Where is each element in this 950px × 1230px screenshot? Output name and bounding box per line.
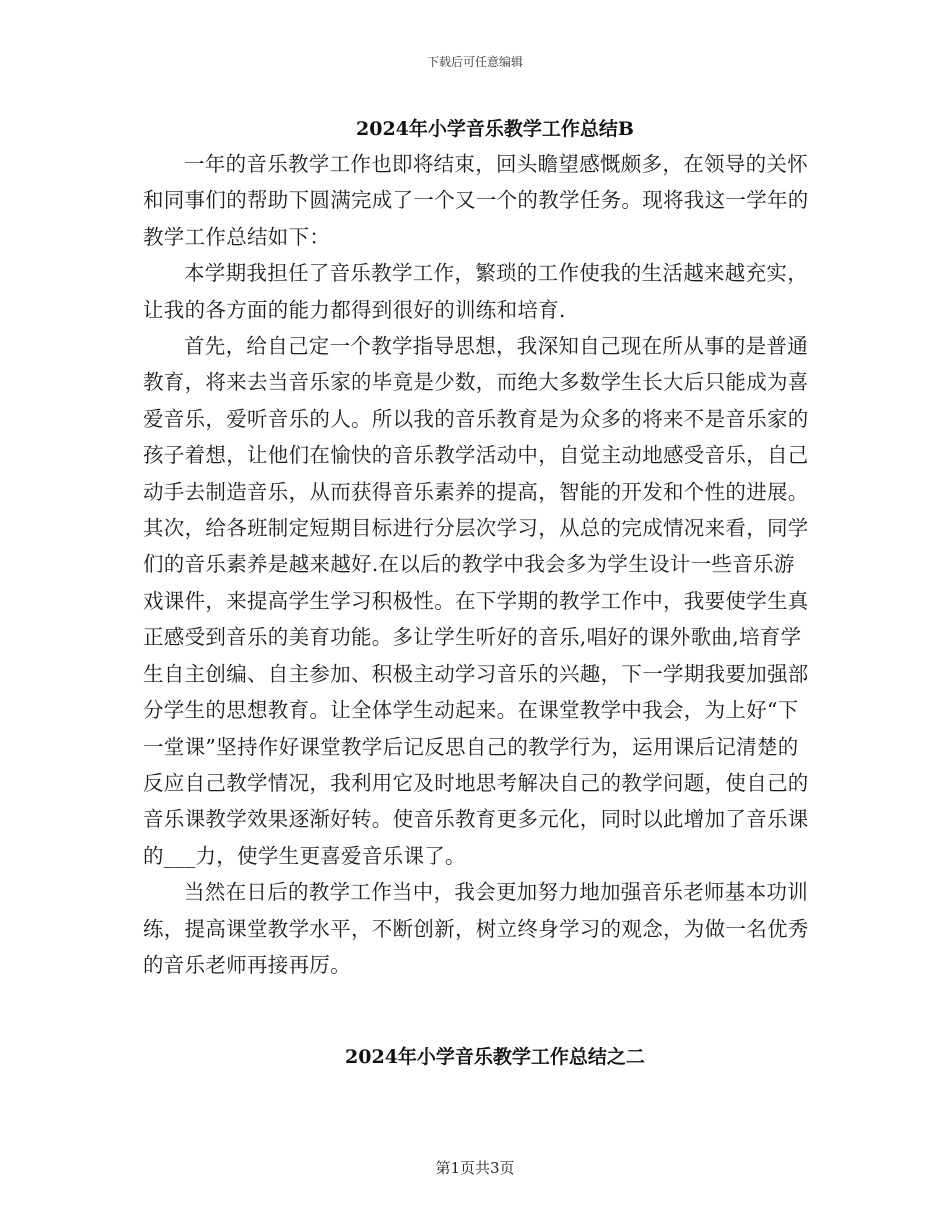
page-footer: 第1页共3页 — [435, 1159, 515, 1177]
document-title: 2024年小学音乐教学工作总结B — [356, 118, 634, 140]
document-body — [143, 146, 811, 983]
paragraph-main: 首先，给自己定一个教学指导思想，我深知自己现在所从事的是普通教育，将来去当音乐家的毕竟是少数，而绝大多数学生长大后只能成为喜爱音乐，爱听音乐的人。所以我的音乐教育是为众多的将来不是音乐家的孩子着想，让他们在愉快的音乐教学活动中，自觉主动地感受音乐，自己动手去制造音乐，从而获得音乐素养的提高，智能的开发和个性的进展。其次，给各班制定短期目标进行分层次学习，从总的完成情况来看，同学们的音乐素养是越来越好.在以后的教学中我会多为学生设计一些音乐游戏课件，来提高学生学习积极性。在下学期的教学工作中，我要使学生真正感受到音乐的美育功能。多让学生听好的音乐,唱好的课外歌曲,培育学生自主创编、自主参加、积极主动学习音乐的兴趣，下一学期我要加强部分学生的思想教育。让全体学生动起来。在课堂教学中我会，为上好“下一堂课”坚持作好课堂教学后记反思自己的教学行为，运用课后记清楚的反应自己教学情况，我利用它及时地思考解决自己的教学问题，使自己的音乐课教学效果逐渐好转。使音乐教育更多元化，同时以此增加了音乐课的___力，使学生更喜爱音乐课了。 — [143, 334, 809, 868]
page-header: 下载后可任意编辑 — [426, 55, 523, 69]
paragraph-intro: 一年的音乐教学工作也即将结束，回头瞻望感慨颇多，在领导的关怀和同事们的帮助下圆满完成了一个又一个的教学任务。现将我这一学年的教学工作总结如下： — [143, 152, 809, 249]
paragraph-semester: 本学期我担任了音乐教学工作，繁琐的工作使我的生活越来越充实，让我的各方面的能力都得到很好的训练和培育. — [143, 261, 808, 322]
section-title-2: 2024年小学音乐教学工作总结之二 — [345, 1046, 645, 1068]
paragraph-conclusion: 当然在日后的教学工作当中，我会更加努力地加强音乐老师基本功训练，提高课堂教学水平，不断创新，树立终身学习的观念，为做一名优秀的音乐老师再接再厉。 — [143, 880, 809, 977]
